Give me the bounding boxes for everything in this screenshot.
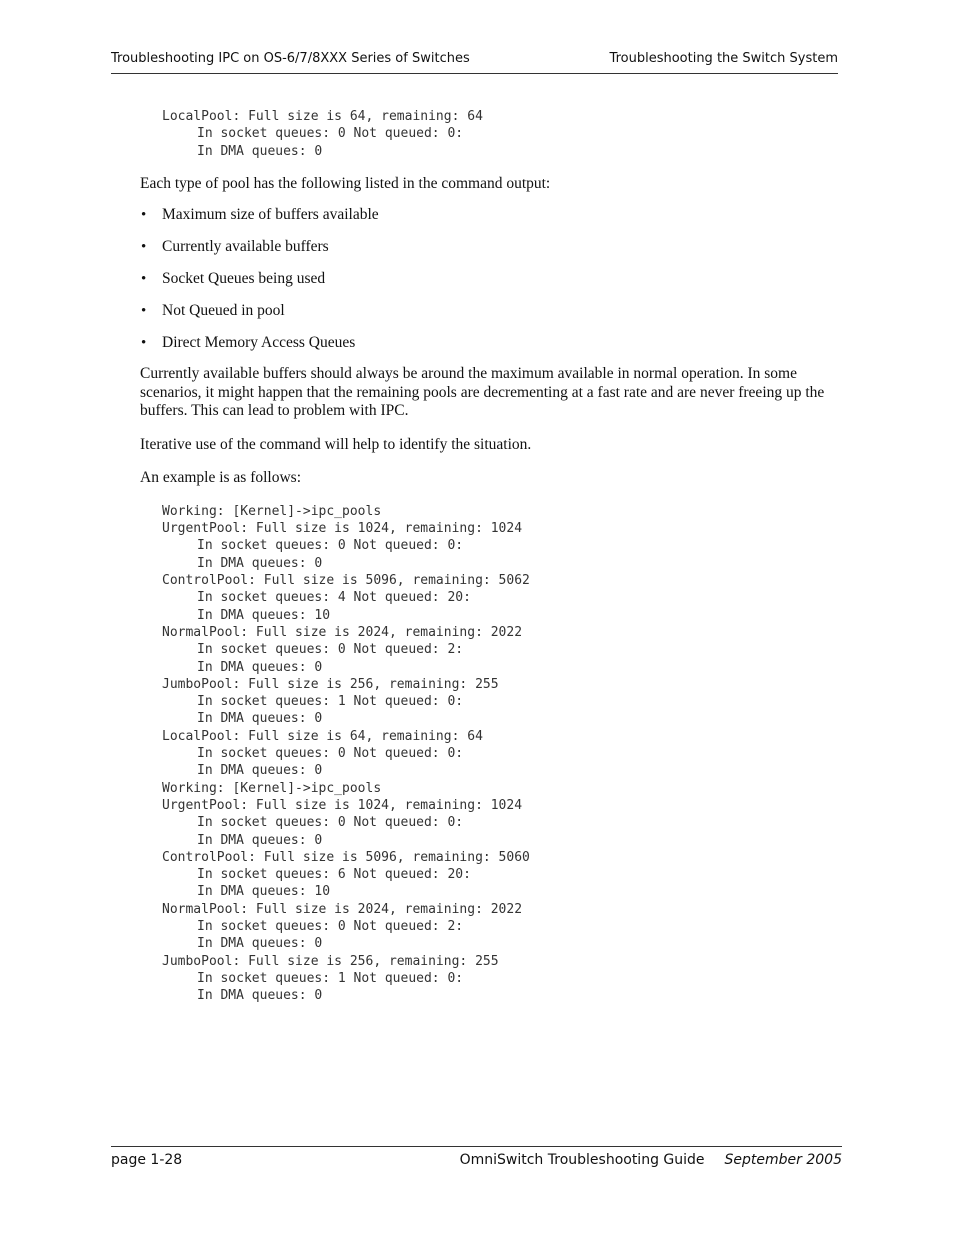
paragraph-buffers: Currently available buffers should always be around the maximum available in normal operation. In some scenarios, it might happen that the remaining pools are decrementing at a fast rate and are never freeing up the buffers. This can lead to problem with IPC. — [140, 365, 825, 420]
footer-publication — [460, 1152, 842, 1168]
code-line: In socket queues: 1 Not queued: 0: — [197, 694, 464, 710]
code-line: Working: [Kernel]->ipc_pools — [162, 503, 382, 519]
code-line: In DMA queues: 0 — [197, 555, 323, 571]
code-line: ControlPool: Full size is 5096, remaining: 5060 — [162, 849, 530, 865]
code-line: In DMA queues: 10 — [197, 607, 331, 623]
code-line: In socket queues: 0 Not queued: 0: — [197, 538, 464, 554]
code-line: In socket queues: 1 Not queued: 0: — [197, 970, 464, 986]
header-chapter-title: Troubleshooting IPC on OS-6/7/8XXX Series of Switches — [111, 51, 470, 66]
page-number: page 1-28 — [111, 1152, 183, 1168]
code-line: NormalPool: Full size is 2024, remaining: 2022 — [162, 901, 523, 917]
page-header — [111, 51, 838, 74]
code-block — [162, 901, 842, 953]
code-block — [162, 849, 842, 901]
code-block — [162, 728, 842, 780]
code-line: In socket queues: 0 Not queued: 2: — [197, 642, 464, 658]
code-line: In DMA queues: 10 — [197, 884, 331, 900]
page-content — [140, 108, 842, 1005]
code-line: In DMA queues: 0 — [197, 711, 323, 727]
code-line: In DMA queues: 0 — [197, 143, 323, 159]
code-line: In DMA queues: 0 — [197, 763, 323, 779]
code-line: JumboPool: Full size is 256, remaining: 255 — [162, 953, 499, 969]
code-line: In DMA queues: 0 — [197, 936, 323, 952]
code-line: JumboPool: Full size is 256, remaining: 255 — [162, 676, 499, 692]
code-block — [162, 624, 842, 676]
code-line: In socket queues: 0 Not queued: 2: — [197, 919, 464, 935]
intro-code-block — [162, 108, 842, 160]
code-line: In socket queues: 0 Not queued: 0: — [197, 746, 464, 762]
code-line: In DMA queues: 0 — [197, 659, 323, 675]
code-block — [162, 572, 842, 624]
code-line: In socket queues: 4 Not queued: 20: — [197, 590, 471, 606]
code-line: In DMA queues: 0 — [197, 988, 323, 1004]
code-block — [162, 780, 842, 849]
paragraph-listed: Each type of pool has the following listed in the command output: — [140, 174, 551, 192]
publication-date: September 2005 — [724, 1152, 842, 1168]
code-line: Working: [Kernel]->ipc_pools — [162, 780, 382, 796]
list-item: • Currently available buffers — [140, 238, 842, 257]
code-line: LocalPool: Full size is 64, remaining: 64 — [162, 728, 483, 744]
header-section-title: Troubleshooting the Switch System — [609, 51, 838, 66]
guide-title: OmniSwitch Troubleshooting Guide — [459, 1152, 705, 1168]
code-block — [162, 953, 842, 1005]
code-line: NormalPool: Full size is 2024, remaining: 2022 — [162, 624, 523, 640]
code-line: UrgentPool: Full size is 1024, remaining: 1024 — [162, 797, 523, 813]
list-item: • Not Queued in pool — [140, 302, 842, 321]
code-line: UrgentPool: Full size is 1024, remaining: 1024 — [162, 521, 523, 537]
code-block — [162, 503, 842, 572]
bullet-list — [140, 206, 842, 353]
list-item: • Maximum size of buffers available — [140, 206, 842, 225]
list-item: • Direct Memory Access Queues — [140, 334, 842, 353]
page-footer — [111, 1146, 842, 1168]
code-line: In socket queues: 6 Not queued: 20: — [197, 867, 471, 883]
code-line: In socket queues: 0 Not queued: 0: — [197, 815, 464, 831]
list-item: • Socket Queues being used — [140, 270, 842, 289]
code-line: In DMA queues: 0 — [197, 832, 323, 848]
code-line: ControlPool: Full size is 5096, remaining: 5062 — [162, 573, 530, 589]
paragraph-iterative: Iterative use of the command will help to identify the situation. — [140, 435, 532, 453]
code-line: LocalPool: Full size is 64, remaining: 64 — [162, 109, 483, 124]
paragraph-example: An example is as follows: — [140, 469, 302, 487]
code-block — [162, 676, 842, 728]
example-code — [140, 503, 842, 1005]
code-line: In socket queues: 0 Not queued: 0: — [197, 126, 464, 142]
